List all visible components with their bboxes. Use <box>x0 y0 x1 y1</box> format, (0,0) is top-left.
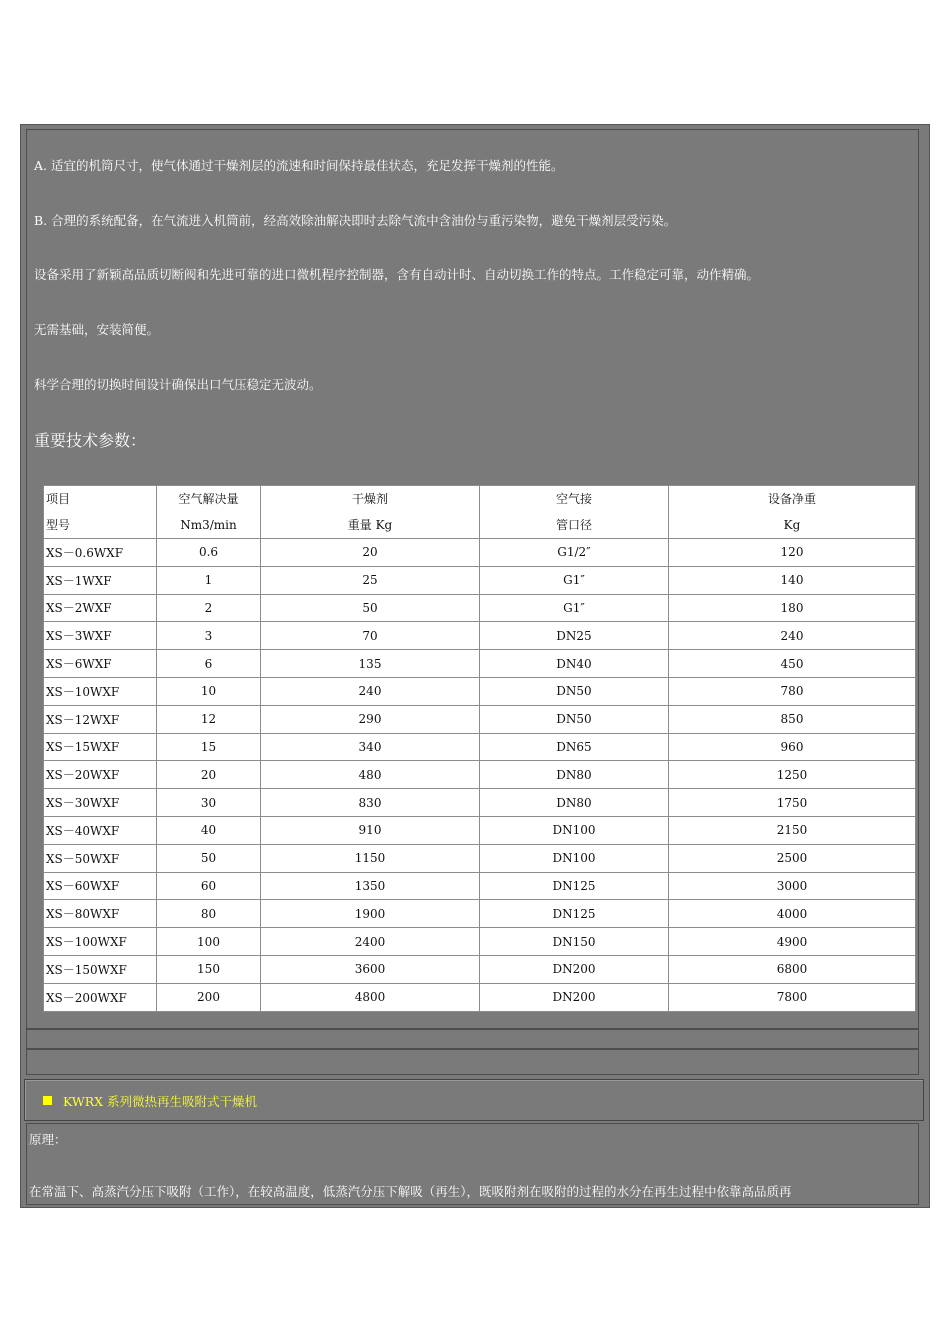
cell-desiccant: 4800 <box>261 983 480 1011</box>
cell-desiccant: 20 <box>261 539 480 567</box>
table-row <box>44 650 916 678</box>
table-row <box>44 928 916 956</box>
table-row <box>44 983 916 1011</box>
cell-model: XS－40WXF <box>44 816 157 844</box>
cell-air-capacity: 150 <box>157 955 261 983</box>
cell-air-capacity: 6 <box>157 650 261 678</box>
cell-weight: 2500 <box>669 844 916 872</box>
table-row <box>44 622 916 650</box>
cell-air-capacity: 40 <box>157 816 261 844</box>
cell-model: XS－200WXF <box>44 983 157 1011</box>
cell-desiccant: 830 <box>261 789 480 817</box>
cell-pipe: G1″ <box>480 566 669 594</box>
cell-weight: 3000 <box>669 872 916 900</box>
cell-air-capacity: 10 <box>157 677 261 705</box>
cell-weight: 1250 <box>669 761 916 789</box>
cell-desiccant: 1350 <box>261 872 480 900</box>
cell-pipe: DN125 <box>480 872 669 900</box>
cell-model: XS－0.6WXF <box>44 539 157 567</box>
cell-weight: 4900 <box>669 928 916 956</box>
cell-air-capacity: 0.6 <box>157 539 261 567</box>
cell-weight: 240 <box>669 622 916 650</box>
paragraph-valve: 设备采用了新颖高品质切断阀和先进可靠的进口微机程序控制器，含有自动计时、自动切换工作的特点。工作稳定可靠，动作精确。 <box>34 267 760 282</box>
cell-pipe: G1″ <box>480 594 669 622</box>
cell-pipe: DN40 <box>480 650 669 678</box>
table-row <box>44 594 916 622</box>
cell-pipe: DN25 <box>480 622 669 650</box>
cell-air-capacity: 2 <box>157 594 261 622</box>
cell-pipe: DN65 <box>480 733 669 761</box>
paragraph-install: 无需基础，安装简便。 <box>34 322 160 337</box>
paragraph-a: A. 适宜的机筒尺寸，使气体通过干燥剂层的流速和时间保持最佳状态，充足发挥干燥剂的性能。 <box>34 158 564 173</box>
cell-weight: 120 <box>669 539 916 567</box>
cell-model: XS－3WXF <box>44 622 157 650</box>
cell-desiccant: 1900 <box>261 900 480 928</box>
cell-weight: 6800 <box>669 955 916 983</box>
cell-pipe: DN150 <box>480 928 669 956</box>
cell-air-capacity: 1 <box>157 566 261 594</box>
cell-weight: 1750 <box>669 789 916 817</box>
principle-text: 在常温下、高蒸汽分压下吸附（工作），在较高温度，低蒸汽分压下解吸（再生），既吸附剂在吸附的过程的水分在再生过程中依靠高品质再 <box>29 1184 792 1199</box>
table-header-row <box>44 486 916 539</box>
cell-pipe: DN50 <box>480 705 669 733</box>
cell-air-capacity: 200 <box>157 983 261 1011</box>
cell-desiccant: 1150 <box>261 844 480 872</box>
cell-air-capacity: 100 <box>157 928 261 956</box>
cell-pipe: DN200 <box>480 983 669 1011</box>
cell-model: XS－60WXF <box>44 872 157 900</box>
header-model: 项目 型号 <box>44 486 157 539</box>
cell-desiccant: 240 <box>261 677 480 705</box>
table-row <box>44 844 916 872</box>
cell-model: XS－6WXF <box>44 650 157 678</box>
content-frame <box>20 124 930 1208</box>
cell-weight: 140 <box>669 566 916 594</box>
cell-pipe: DN200 <box>480 955 669 983</box>
table-row <box>44 705 916 733</box>
cell-model: XS－1WXF <box>44 566 157 594</box>
table-row <box>44 733 916 761</box>
cell-air-capacity: 3 <box>157 622 261 650</box>
cell-pipe: G1/2″ <box>480 539 669 567</box>
cell-desiccant: 70 <box>261 622 480 650</box>
cell-desiccant: 480 <box>261 761 480 789</box>
cell-desiccant: 340 <box>261 733 480 761</box>
cell-pipe: DN125 <box>480 900 669 928</box>
principle-panel <box>26 1123 919 1205</box>
table-row <box>44 677 916 705</box>
cell-desiccant: 290 <box>261 705 480 733</box>
cell-weight: 450 <box>669 650 916 678</box>
table-row <box>44 761 916 789</box>
cell-pipe: DN80 <box>480 789 669 817</box>
header-air-capacity: 空气解决量 Nm3/min <box>157 486 261 539</box>
cell-air-capacity: 50 <box>157 844 261 872</box>
cell-desiccant: 50 <box>261 594 480 622</box>
header-weight: 设备净重 Kg <box>669 486 916 539</box>
cell-model: XS－2WXF <box>44 594 157 622</box>
cell-pipe: DN100 <box>480 816 669 844</box>
cell-air-capacity: 80 <box>157 900 261 928</box>
cell-weight: 7800 <box>669 983 916 1011</box>
cell-weight: 850 <box>669 705 916 733</box>
section-title: KWRX 系列微热再生吸附式干燥机 <box>63 1094 258 1109</box>
spec-heading: 重要技术参数： <box>34 431 147 450</box>
cell-pipe: DN100 <box>480 844 669 872</box>
cell-weight: 960 <box>669 733 916 761</box>
cell-air-capacity: 20 <box>157 761 261 789</box>
cell-weight: 180 <box>669 594 916 622</box>
cell-air-capacity: 12 <box>157 705 261 733</box>
cell-model: XS－80WXF <box>44 900 157 928</box>
cell-desiccant: 910 <box>261 816 480 844</box>
cell-air-capacity: 15 <box>157 733 261 761</box>
cell-weight: 4000 <box>669 900 916 928</box>
spec-table <box>43 485 916 1012</box>
cell-desiccant: 25 <box>261 566 480 594</box>
cell-desiccant: 2400 <box>261 928 480 956</box>
cell-air-capacity: 60 <box>157 872 261 900</box>
cell-weight: 780 <box>669 677 916 705</box>
empty-row-band <box>26 1029 919 1049</box>
empty-row-band <box>26 1049 919 1075</box>
table-row <box>44 539 916 567</box>
cell-model: XS－10WXF <box>44 677 157 705</box>
paragraph-switching: 科学合理的切换时间设计确保出口气压稳定无波动。 <box>34 377 322 392</box>
cell-air-capacity: 30 <box>157 789 261 817</box>
table-row <box>44 789 916 817</box>
table-row <box>44 816 916 844</box>
cell-weight: 2150 <box>669 816 916 844</box>
cell-pipe: DN80 <box>480 761 669 789</box>
cell-model: XS－12WXF <box>44 705 157 733</box>
header-pipe: 空气接 管口径 <box>480 486 669 539</box>
cell-model: XS－30WXF <box>44 789 157 817</box>
intro-panel <box>26 129 919 1029</box>
header-desiccant: 干燥剂 重量 Kg <box>261 486 480 539</box>
table-row <box>44 955 916 983</box>
cell-model: XS－15WXF <box>44 733 157 761</box>
paragraph-b: B. 合理的系统配备，在气流进入机筒前，经高效除油解决即时去除气流中含油份与重污染物，避免干燥剂层受污染。 <box>34 213 677 228</box>
cell-model: XS－100WXF <box>44 928 157 956</box>
cell-model: XS－150WXF <box>44 955 157 983</box>
cell-model: XS－20WXF <box>44 761 157 789</box>
section-header <box>24 1079 924 1121</box>
principle-label: 原理： <box>29 1132 67 1147</box>
cell-desiccant: 135 <box>261 650 480 678</box>
table-row <box>44 900 916 928</box>
cell-pipe: DN50 <box>480 677 669 705</box>
cell-desiccant: 3600 <box>261 955 480 983</box>
table-row <box>44 872 916 900</box>
cell-model: XS－50WXF <box>44 844 157 872</box>
square-bullet-icon <box>43 1096 52 1105</box>
table-row <box>44 566 916 594</box>
